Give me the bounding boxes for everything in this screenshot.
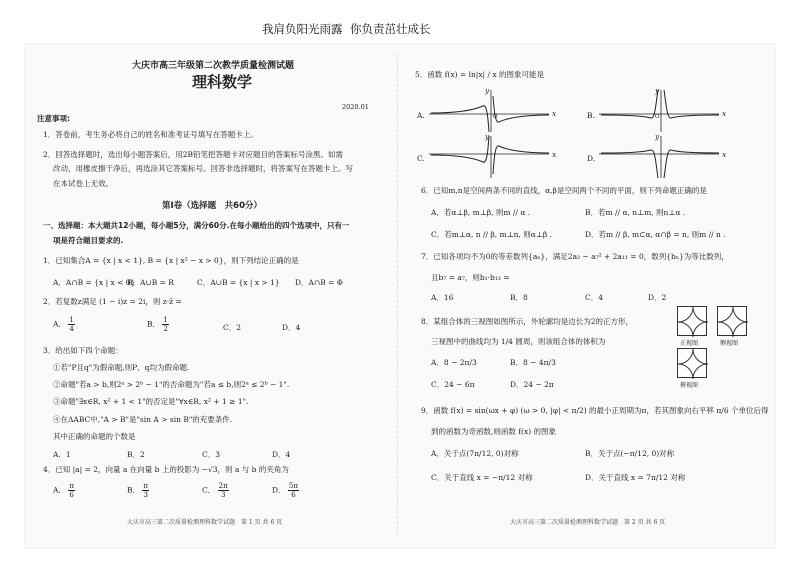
page-divider [397,54,398,534]
q5-label-b: B. [587,111,595,120]
q9-option-a: A．关于点(7π/12, 0)对称 [431,449,519,458]
page-footer-1: 大庆市高三第二次质量检测理科数学试题 第 1 页 共 6 页 [127,519,283,526]
exam-date: 2020.01 [342,103,369,111]
notice-title: 注意事项: [37,114,70,123]
q5c-y-label: y [485,132,490,141]
banner-slogan-2: 你负责茁壮成长 [350,22,431,36]
question-9-cont: 到的函数为奇函数,则函数 f(x) 的图象 [431,427,557,436]
q5-graph-c [429,134,557,179]
top-view-label: 俯视图 [680,382,699,389]
q5a-x-label: x [552,109,557,118]
q1-option-c: C．A∪B = {x | x > 1} [197,278,280,287]
q7-option-b: B．8 [510,293,528,302]
q3-option-c: C．3 [202,450,221,459]
subject-title: 理科数学 [192,73,253,91]
q7-option-a: A．16 [431,293,454,302]
q3-item-2: ②命题"若a > b,则2ᵃ > 2ᵇ − 1"的否命题为"若a ≤ b,则2ᵃ ≤ 2ᵇ − 1". [53,380,290,389]
q8-option-d: D．24 − 2π [510,380,554,389]
q5b-x-label: x [722,109,727,118]
q8-option-b: B．8 − 4π/3 [510,358,556,367]
right-page [415,44,769,548]
q5-label-d: D. [587,154,596,163]
q1-option-d: D．A∩B = Φ [295,278,343,287]
q5d-x-label: x [722,150,727,159]
instruction-2: 项是符合题目要求的. [53,236,124,245]
q8-option-a: A．8 − 2π/3 [431,358,477,367]
q9-option-d: D．关于直线 x = 7π/12 对称 [585,473,686,482]
q3-option-b: B．2 [127,450,145,459]
q5d-y-label: y [655,132,660,141]
q1-option-a: A．A∩B = {x | x < 0} [53,278,136,287]
question-1: 1．已知集合A = {x | x < 1}, B = {x | x² − x > 0}，则下列结论正确的是 [43,256,299,265]
front-view [677,306,707,336]
notice-3: 改动，用橡皮擦干净后，再选涂其它答案标号。回答非选择题时，将答案写在答题卡上。写 [53,164,353,173]
question-9: 9．函数 f(x) = sin(ωx + φ) (ω > 0, |φ| < π/2) 的最小正周期为π，若其图象向右平移 π/6 个单位后得 [421,406,769,415]
q7-option-c: C．4 [585,293,604,302]
notice-1: 1．答卷前，考生务必将自己的姓名和准考证号填写在答题卡上。 [43,130,258,139]
q5-label-a: A. [417,111,425,120]
q1-option-b: B．A∪B = R [127,278,174,287]
q6-option-a: A．若α⊥β, m⊥β, 则m // α . [431,208,531,217]
q5a-y-label: y [485,86,490,95]
question-4: 4．已知 |a| = 2，向量 a 在向量 b 上的投影为 −√3，则 a 与 b 的夹角为 [43,465,289,474]
question-7: 7．已知各项均不为0的等差数列{aₙ}，满足2a₃ − a₇² + 2a₁₁ = 0，数列{bₙ}为等比数列， [421,252,729,261]
q8-option-c: C．24 − 6π [431,380,475,389]
q3-item-3: ③命题"∃x∈R, x² + 1 < 1"的否定是"∀x∈R, x² + 1 ≥ 1". [53,397,249,406]
top-view [677,348,707,378]
q5b-y-label: y [655,86,660,95]
q7-option-d: D．2 [648,293,667,302]
question-8-cont: 三视图中的曲线均为 1/4 圆周，则该组合体的体积为 [431,337,606,346]
q4-option-a: A． $\frac{\pi}{6}$ [53,482,74,499]
banner-slogan-1: 我肩负阳光雨露 [262,22,343,36]
section-title: 第Ⅰ卷（选择题 共60分） [162,201,262,211]
exam-title: 大庆市高三年级第二次教学质量检测试题 [132,61,295,71]
q5-graph-d [599,134,727,179]
side-view-label: 侧视图 [720,340,739,347]
q2-option-a: A． $\frac{1}{4}$ [53,316,74,333]
left-page [37,44,387,548]
q9-option-c: C．关于直线 x = −π/12 对称 [431,473,533,482]
question-3: 3．给出如下四个命题： [43,346,123,355]
question-5: 5．函数 f(x) = ln|x| / x 的图象可能是 [415,70,544,79]
q2-option-c: C．2 [223,323,242,332]
q6-option-c: C．若m⊥α, n // β, m⊥n, 则α⊥β . [431,230,552,239]
question-6: 6．已知m,n是空间两条不同的直线，α,β是空间两个不同的平面，则下列命题正确的是 [421,186,707,195]
notice-2: 2．回答选择题时，选出每小题答案后，用2B铅笔把答题卡对应题目的答案标号涂黑。如需 [43,150,344,159]
side-view [717,306,747,336]
q5c-x-label: x [552,150,557,159]
q6-option-d: D．若m // β, m⊂α, α∩β = n, 则m // n . [585,230,726,239]
q3-option-d: D．4 [272,450,291,459]
q2-option-d: D．4 [282,323,301,332]
q3-option-a: A．1 [53,450,71,459]
top-banner [0,0,794,38]
q5-label-c: C. [417,154,425,163]
q6-option-b: B．若m // α, n⊥m, 则n⊥α . [585,208,686,217]
q9-option-b: B．关于点(−π/12, 0)对称 [585,449,675,458]
q3-item-1: ①若"P且q"为假命题,则P、q均为假命题. [53,363,190,372]
q2-option-b: B． $\frac{1}{2}$ [147,316,168,333]
notice-4: 在本试卷上无效。 [53,179,113,188]
page-footer-2: 大庆市高三第二次质量检测理科数学试题 第 2 页 共 6 页 [510,519,666,526]
q4-option-d: D． $\frac{5\pi}{6}$ [272,482,298,499]
q5b-origin: O [655,114,660,120]
q5-graph-a [429,88,557,133]
q3-item-4: ④在ΔABC中,"A > B"是"sin A > sin B"的充要条件. [53,415,233,424]
q4-option-c: C． $\frac{2\pi}{3}$ [202,482,228,499]
instruction-1: 一、选择题：本大题共12小题，每小题5分，满分60分.在每小题给出的四个选项中，只有一 [43,221,350,230]
front-view-label: 正视图 [680,340,699,347]
q3-ask: 其中正确的命题的个数是 [53,432,136,441]
q5a-origin: O [493,114,498,120]
three-views-figure [677,306,767,396]
q4-option-b: B． $\frac{\pi}{3}$ [127,482,149,499]
question-7-cont: 且b₇ = a₇，则b₁·b₁₃ = [431,273,510,282]
question-8: 8．某组合体的三视图如图所示，外轮廓均是边长为2的正方形， [421,317,634,326]
exam-paper [24,43,776,549]
question-2: 2．若复数z满足 (1 − i)z = 2i，则 z·z̄ = [43,297,182,306]
q5-graph-b [599,88,727,133]
